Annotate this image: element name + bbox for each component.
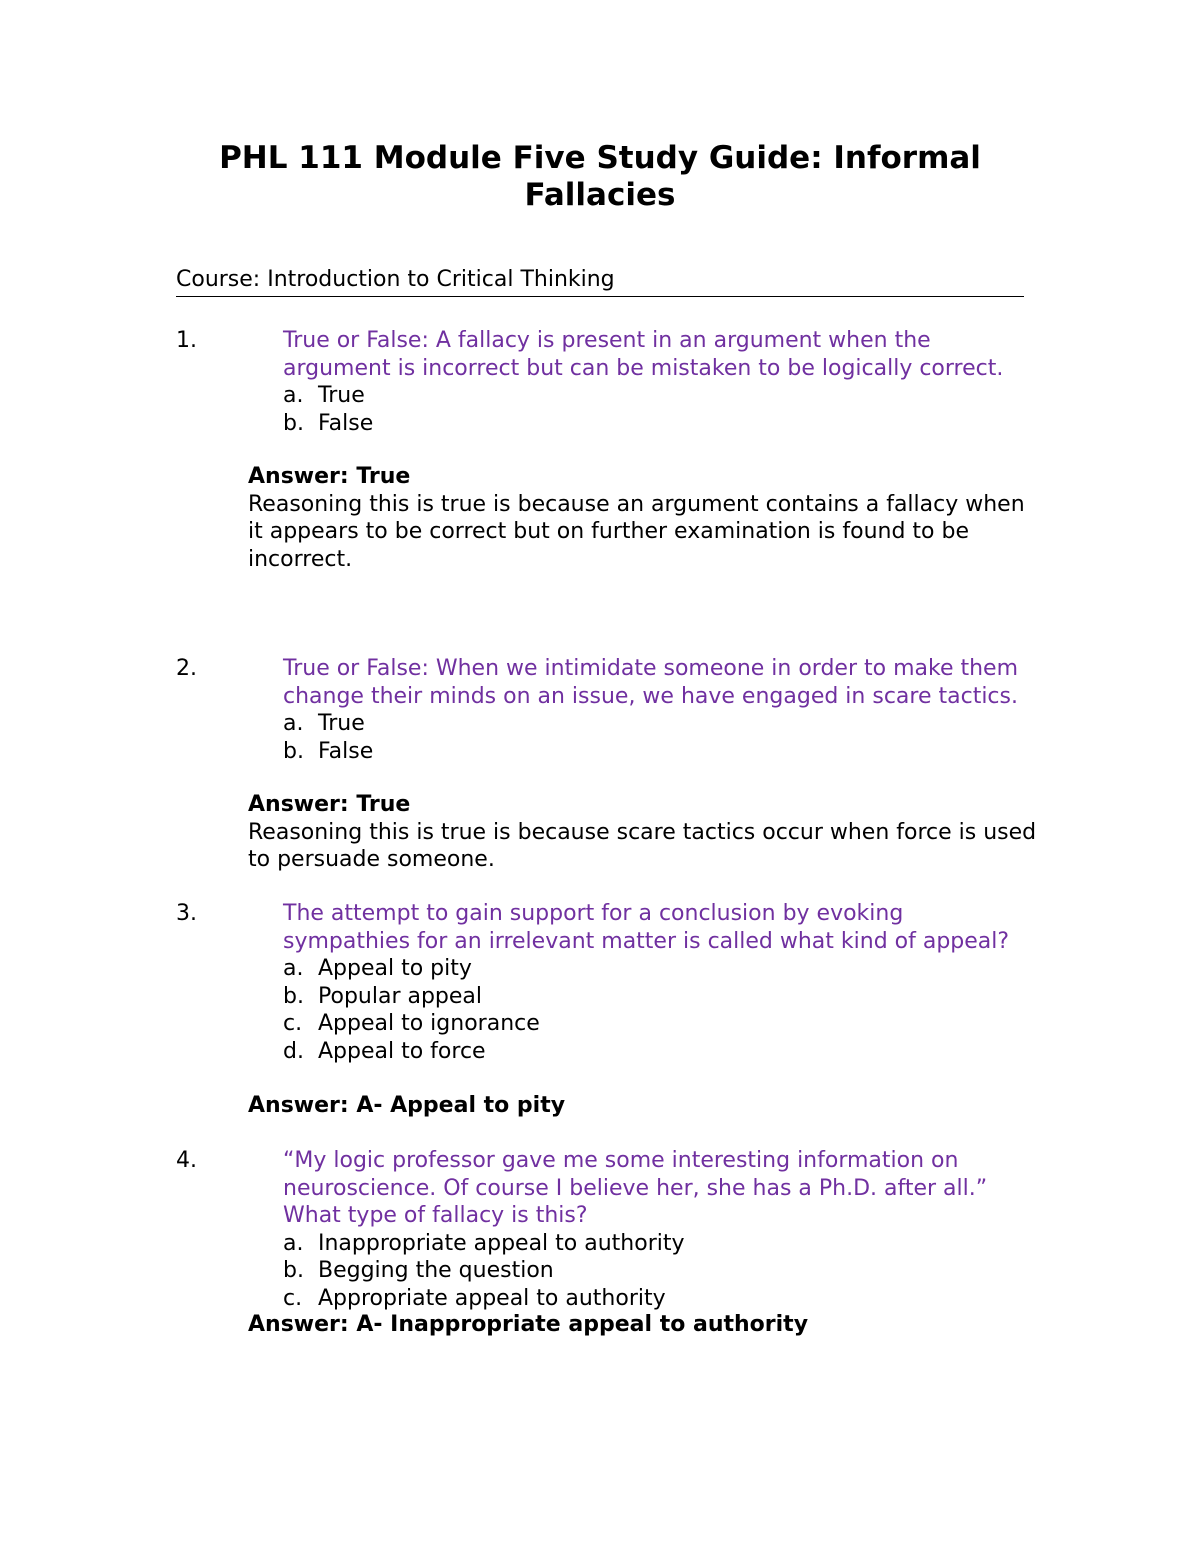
- option-item: [283, 410, 1023, 438]
- option-letter: d.: [283, 1038, 304, 1064]
- option-label: Appropriate appeal to authority: [318, 1285, 666, 1311]
- option-item: [283, 1038, 1023, 1066]
- option-letter: b.: [283, 738, 304, 764]
- document-title: PHL 111 Module Five Study Guide: Informal Fallacies: [219, 140, 981, 213]
- question-3: [176, 900, 1024, 1120]
- option-label: Appeal to ignorance: [318, 1011, 540, 1036]
- reasoning-text: Reasoning this is true is because scare tactics occur when force is used to persuade someone.: [248, 819, 1037, 872]
- question-body: [283, 327, 1023, 437]
- option-item: [283, 1010, 1023, 1038]
- question-number: 3.: [176, 901, 197, 926]
- option-letter: a.: [283, 1230, 304, 1256]
- question-text: True or False: A fallacy is present in an argument when the argument is incorrect but can be mistaken to be logically correct.: [283, 328, 1004, 381]
- answer-block: [248, 1092, 1038, 1120]
- answer-text: Answer: A- Inappropriate appeal to authority: [248, 1312, 809, 1337]
- question-number: 2.: [176, 656, 197, 681]
- answer-text: Answer: A- Appeal to pity: [248, 1093, 566, 1118]
- option-letter: b.: [283, 983, 304, 1009]
- option-letter: a.: [283, 956, 304, 981]
- option-label: Appeal to pity: [318, 956, 472, 981]
- answer-text: Answer: True: [248, 464, 411, 489]
- option-item: [283, 382, 1023, 410]
- option-list: [283, 955, 1023, 1065]
- option-label: Popular appeal: [318, 983, 483, 1009]
- option-list: [283, 382, 1023, 437]
- option-item: [283, 710, 1023, 738]
- question-1: [176, 327, 1024, 587]
- option-letter: c.: [283, 1011, 303, 1036]
- option-letter: b.: [283, 1258, 304, 1283]
- option-item: [283, 983, 1023, 1011]
- course-line: Course: Introduction to Critical Thinking: [176, 266, 1024, 297]
- answer-text: Answer: True: [248, 792, 411, 817]
- option-label: True: [318, 383, 365, 408]
- option-letter: c.: [283, 1285, 303, 1311]
- option-label: Appeal to force: [318, 1038, 486, 1064]
- question-body: [283, 1147, 1023, 1312]
- option-item: [283, 738, 1023, 766]
- question-number: 1.: [176, 328, 197, 353]
- option-item: [283, 1257, 1023, 1285]
- answer-block: [248, 791, 1038, 874]
- question-2: [176, 655, 1037, 875]
- option-label: False: [318, 410, 374, 436]
- option-list: [283, 710, 1023, 765]
- answer-block: [248, 1311, 1038, 1339]
- question-body: [283, 655, 1023, 765]
- question-4: [176, 1147, 1024, 1347]
- question-text: “My logic professor gave me some interesting information on neuroscience. Of course I believe her, she has a Ph.D. after all.” What type of fallacy is this?: [283, 1148, 988, 1228]
- option-item: [283, 955, 1023, 983]
- option-list: [283, 1230, 1023, 1313]
- option-letter: a.: [283, 383, 304, 408]
- question-number: 4.: [176, 1148, 197, 1173]
- question-text: The attempt to gain support for a conclusion by evoking sympathies for an irrelevant matter is called what kind of appeal?: [283, 901, 1010, 954]
- answer-block: [248, 463, 1038, 573]
- option-letter: b.: [283, 410, 304, 436]
- question-text: True or False: When we intimidate someone in order to make them change their minds on an issue, we have engaged in scare tactics.: [283, 656, 1019, 709]
- option-label: False: [318, 738, 374, 764]
- option-label: Inappropriate appeal to authority: [318, 1230, 685, 1256]
- option-label: True: [318, 711, 365, 736]
- option-label: Begging the question: [318, 1258, 554, 1283]
- option-item: [283, 1285, 1023, 1313]
- option-item: [283, 1230, 1023, 1258]
- question-body: [283, 900, 1023, 1065]
- option-letter: a.: [283, 711, 304, 736]
- reasoning-text: Reasoning this is true is because an argument contains a fallacy when it appears to be correct but on further examination is found to be incorrect.: [248, 491, 1025, 572]
